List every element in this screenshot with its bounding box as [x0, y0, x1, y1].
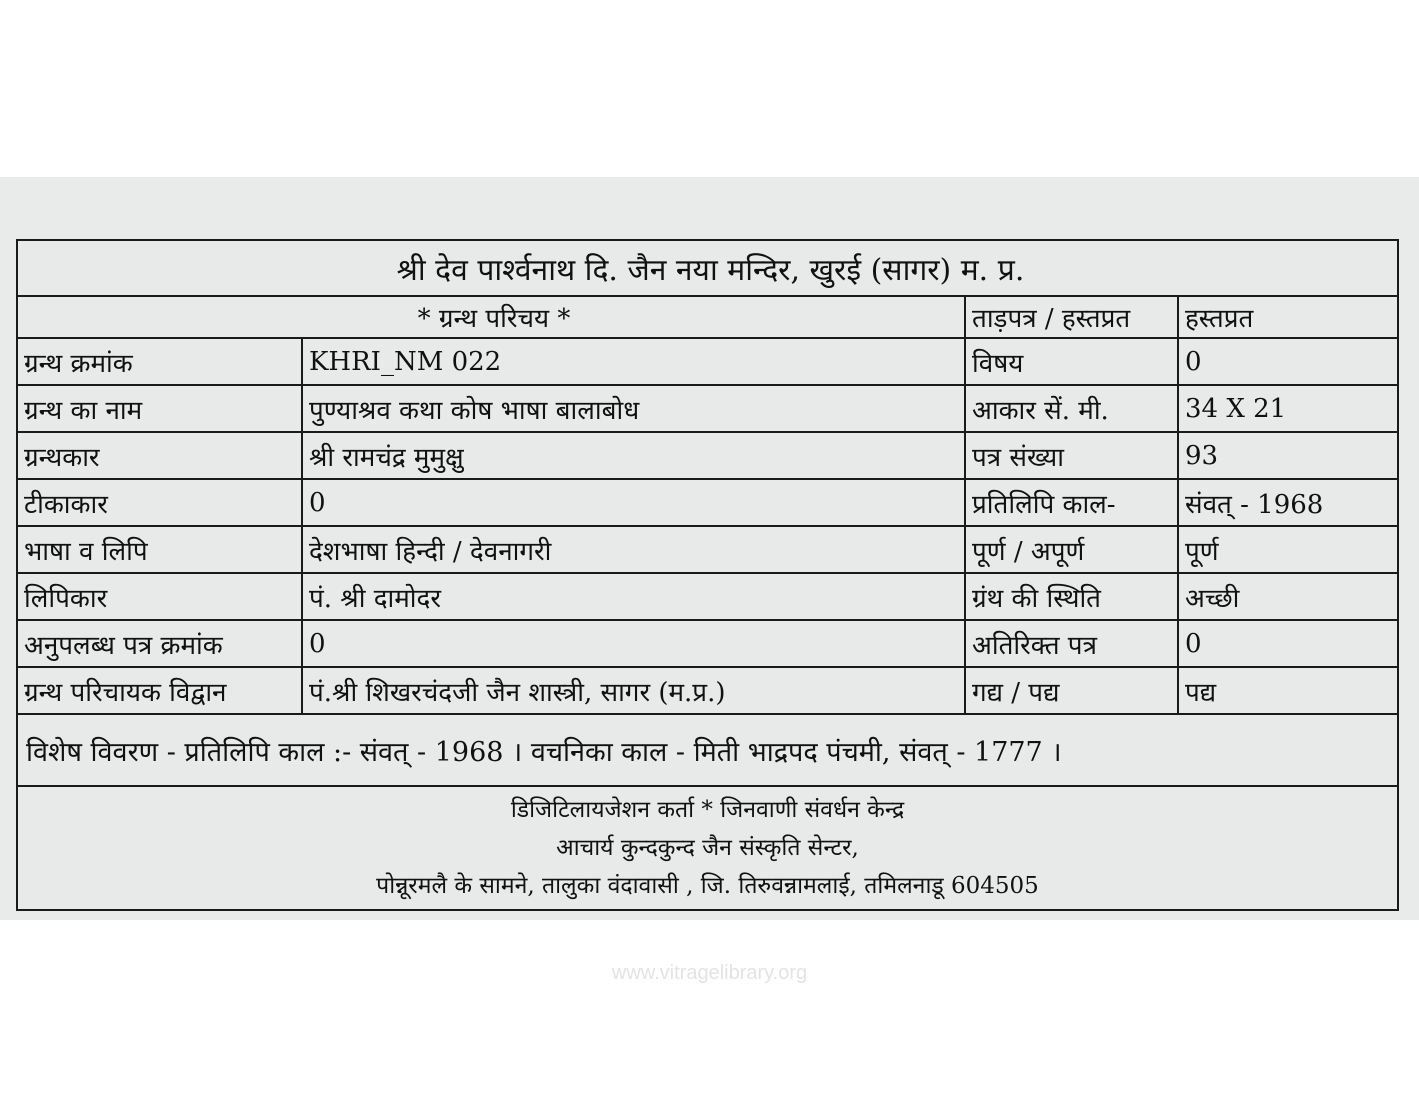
manuscript-info-table [16, 239, 1399, 911]
field-label-pratilipi-kaal: प्रतिलिपि काल- [966, 480, 1179, 527]
field-label-granth-kramank: ग्रन्थ क्रमांक [18, 339, 303, 386]
field-value-atirikt-patra: 0 [1179, 621, 1397, 668]
watermark-text: www.vitragelibrary.org [611, 962, 808, 984]
field-label-poorn-apoorn: पूर्ण / अपूर्ण [966, 527, 1179, 574]
field-value-patra-sankhya: 93 [1179, 433, 1397, 480]
field-label-granth-sthiti: ग्रंथ की स्थिति [966, 574, 1179, 621]
field-label-teekakaar: टीकाकार [18, 480, 303, 527]
footer-line-2: आचार्य कुन्दकुन्द जैन संस्कृति सेन्टर, [556, 835, 859, 861]
field-label-gadya-padya: गद्य / पद्य [966, 668, 1179, 715]
field-label-anupalabdh-patra: अनुपलब्ध पत्र क्रमांक [18, 621, 303, 668]
field-value-granth-kramank: KHRI_NM 022 [303, 339, 966, 386]
field-value-anupalabdh-patra: 0 [303, 621, 966, 668]
field-label-parichayak-vidvaan: ग्रन्थ परिचायक विद्वान [18, 668, 303, 715]
section-title: * ग्रन्थ परिचय * [18, 297, 966, 339]
special-details: विशेष विवरण - प्रतिलिपि काल :- संवत् - 1968 । वचनिका काल - मिती भाद्रपद पंचमी, संवत् - 1777 । [18, 715, 1397, 787]
field-value-granthkaar: श्री रामचंद्र मुमुक्षु [303, 433, 966, 480]
field-value-parichayak-vidvaan: पं.श्री शिखरचंदजी जैन शास्त्री, सागर (म.प्र.) [303, 668, 966, 715]
field-label-patra-sankhya: पत्र संख्या [966, 433, 1179, 480]
field-value-vishay: 0 [1179, 339, 1397, 386]
footer-line-1: डिजिटिलायजेशन कर्ता * जिनवाणी संवर्धन केन्द्र [510, 797, 905, 823]
field-label-bhasha-lipi: भाषा व लिपि [18, 527, 303, 574]
catalog-card [0, 177, 1419, 920]
field-value-bhasha-lipi: देशभाषा हिन्दी / देवनागरी [303, 527, 966, 574]
field-value-granth-sthiti: अच्छी [1179, 574, 1397, 621]
field-value-poorn-apoorn: पूर्ण [1179, 527, 1397, 574]
field-value-lipikaar: पं. श्री दामोदर [303, 574, 966, 621]
field-label-lipikaar: लिपिकार [18, 574, 303, 621]
field-value-pratilipi-kaal: संवत् - 1968 [1179, 480, 1397, 527]
field-label-aakaar: आकार सें. मी. [966, 386, 1179, 433]
field-value-teekakaar: 0 [303, 480, 966, 527]
palm-leaf-value: हस्तप्रत [1179, 297, 1397, 339]
temple-title: श्री देव पार्श्वनाथ दि. जैन नया मन्दिर, खुरई (सागर) म. प्र. [18, 241, 1397, 297]
footer-line-3: पोन्नूरमलै के सामने, तालुका वंदावासी , जि. तिरुवन्नामलाई, तमिलनाडू 604505 [376, 873, 1039, 899]
digitization-footer [18, 787, 1397, 909]
field-label-atirikt-patra: अतिरिक्त पत्र [966, 621, 1179, 668]
field-label-vishay: विषय [966, 339, 1179, 386]
field-value-granth-naam: पुण्याश्रव कथा कोष भाषा बालाबोध [303, 386, 966, 433]
field-value-aakaar: 34 X 21 [1179, 386, 1397, 433]
field-label-granth-naam: ग्रन्थ का नाम [18, 386, 303, 433]
field-value-gadya-padya: पद्य [1179, 668, 1397, 715]
field-label-granthkaar: ग्रन्थकार [18, 433, 303, 480]
palm-leaf-label: ताड़पत्र / हस्तप्रत [966, 297, 1179, 339]
